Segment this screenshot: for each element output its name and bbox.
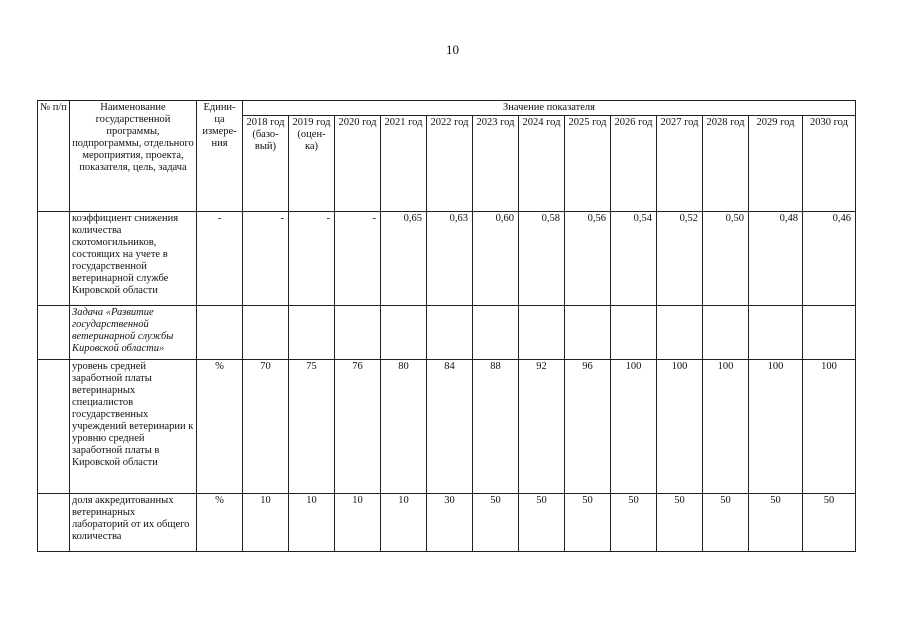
header-row-1	[38, 101, 856, 116]
table-row	[38, 360, 856, 494]
row-value: 70	[243, 360, 289, 494]
row-value: 75	[289, 360, 335, 494]
row-value: 84	[427, 360, 473, 494]
row-value: 10	[381, 494, 427, 552]
row-value: 88	[473, 360, 519, 494]
row-value: 100	[611, 360, 657, 494]
header-year: 2027 год	[657, 116, 703, 212]
header-value-group: Значение показателя	[243, 101, 856, 116]
row-value: 50	[611, 494, 657, 552]
row-value	[565, 306, 611, 360]
header-year: 2025 год	[565, 116, 611, 212]
row-unit: %	[197, 494, 243, 552]
header-year: 2024 год	[519, 116, 565, 212]
row-value: 0,54	[611, 212, 657, 306]
row-value: -	[335, 212, 381, 306]
row-num	[38, 212, 70, 306]
row-value: 30	[427, 494, 473, 552]
row-value	[749, 306, 803, 360]
row-value	[243, 306, 289, 360]
table-row	[38, 494, 856, 552]
row-name: уровень средней заработной платы ветеринарных специалистов государственных учреждений ветеринарии к уровню средней заработной платы в Кировской области	[70, 360, 197, 494]
row-value: 0,50	[703, 212, 749, 306]
header-year: 2026 год	[611, 116, 657, 212]
row-value: 10	[243, 494, 289, 552]
row-value: 10	[335, 494, 381, 552]
row-value: 80	[381, 360, 427, 494]
row-value: 100	[657, 360, 703, 494]
row-value: -	[289, 212, 335, 306]
table-row	[38, 212, 856, 306]
row-value	[703, 306, 749, 360]
row-value: 0,58	[519, 212, 565, 306]
header-year: 2019 год (оцен-ка)	[289, 116, 335, 212]
row-value: 50	[519, 494, 565, 552]
row-value: 0,56	[565, 212, 611, 306]
row-num	[38, 360, 70, 494]
row-value	[611, 306, 657, 360]
row-value: 0,60	[473, 212, 519, 306]
row-value: 92	[519, 360, 565, 494]
row-value: 50	[703, 494, 749, 552]
row-value: 76	[335, 360, 381, 494]
row-value: 96	[565, 360, 611, 494]
row-value: 0,63	[427, 212, 473, 306]
header-year: 2020 год	[335, 116, 381, 212]
row-unit: %	[197, 360, 243, 494]
header-year: 2023 год	[473, 116, 519, 212]
row-value: 50	[749, 494, 803, 552]
row-value	[657, 306, 703, 360]
row-value: 0,52	[657, 212, 703, 306]
row-value: 0,46	[803, 212, 856, 306]
row-value: 50	[803, 494, 856, 552]
row-value: 100	[803, 360, 856, 494]
row-value: 0,65	[381, 212, 427, 306]
row-value	[803, 306, 856, 360]
header-name: Наименование государственной программы, подпрограммы, отдельного мероприятия, проекта, показателя, цель, задача	[70, 101, 197, 212]
row-value: 50	[657, 494, 703, 552]
row-num	[38, 306, 70, 360]
header-num: № п/п	[38, 101, 70, 212]
header-year: 2029 год	[749, 116, 803, 212]
indicators-table	[37, 100, 856, 552]
row-name: коэффициент снижения количества скотомогильников, состоящих на учете в государственной ветеринарной службе Кировской области	[70, 212, 197, 306]
header-year: 2030 год	[803, 116, 856, 212]
row-unit	[197, 306, 243, 360]
table-row	[38, 306, 856, 360]
page-number: 10	[446, 42, 459, 57]
header-year: 2022 год	[427, 116, 473, 212]
header-year: 2018 год (базо-вый)	[243, 116, 289, 212]
header-unit: Едини-ца измере-ния	[197, 101, 243, 212]
row-value	[335, 306, 381, 360]
row-value: 50	[473, 494, 519, 552]
row-value: 100	[749, 360, 803, 494]
header-year: 2021 год	[381, 116, 427, 212]
row-value: 100	[703, 360, 749, 494]
row-value: 50	[565, 494, 611, 552]
row-value	[427, 306, 473, 360]
row-name: доля аккредитованных ветеринарных лабораторий от их общего количества	[70, 494, 197, 552]
row-value	[519, 306, 565, 360]
row-value	[381, 306, 427, 360]
row-value: -	[243, 212, 289, 306]
task-name: Задача «Развитие государственной ветеринарной службы Кировской области»	[70, 306, 197, 360]
header-year: 2028 год	[703, 116, 749, 212]
row-unit: -	[197, 212, 243, 306]
row-value: 10	[289, 494, 335, 552]
row-value	[289, 306, 335, 360]
row-value	[473, 306, 519, 360]
row-num	[38, 494, 70, 552]
row-value: 0,48	[749, 212, 803, 306]
